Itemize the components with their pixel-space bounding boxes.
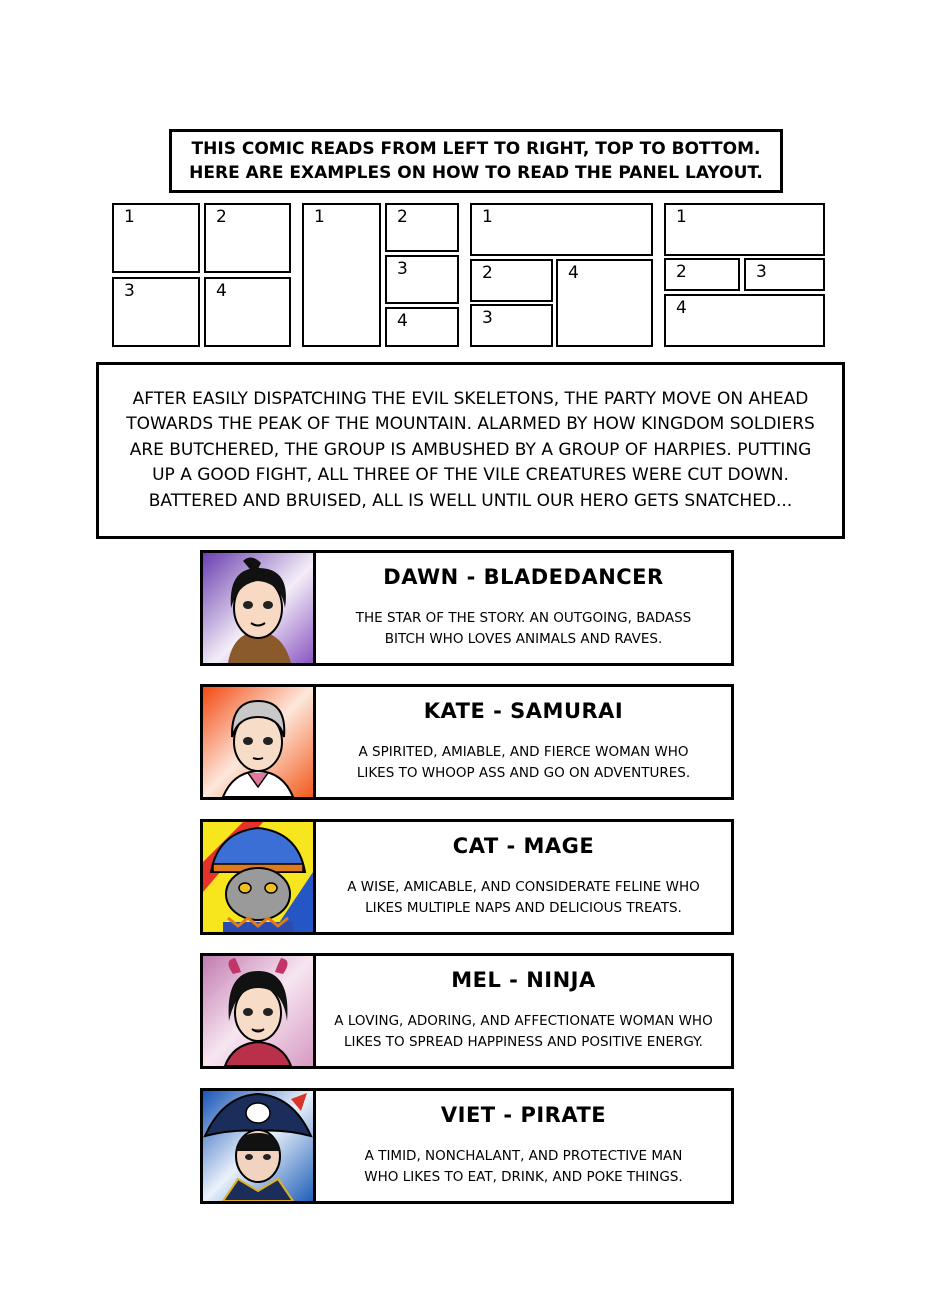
mel-portrait <box>203 956 316 1066</box>
example-panel <box>204 203 291 273</box>
character-description <box>316 1011 731 1053</box>
cat-portrait <box>203 822 316 932</box>
description-line: BITCH WHO LOVES ANIMALS AND RAVES. <box>384 631 663 647</box>
panel-number: 3 <box>124 281 135 301</box>
character-name: CAT - MAGE <box>452 834 595 858</box>
character-name: MEL - NINJA <box>451 968 596 992</box>
example-panel <box>556 259 653 347</box>
character-name: DAWN - BLADEDANCER <box>383 565 664 589</box>
story-summary <box>96 362 845 539</box>
panel-number: 2 <box>216 207 227 227</box>
example-panel <box>302 203 381 347</box>
panel-number: 2 <box>676 262 687 282</box>
summary-line: ARE BUTCHERED, THE GROUP IS AMBUSHED BY A GROUP OF HARPIES. PUTTING <box>129 439 812 460</box>
character-name: KATE - SAMURAI <box>423 699 624 723</box>
panel-number: 1 <box>314 207 325 227</box>
panel-number: 1 <box>124 207 135 227</box>
description-line: A TIMID, NONCHALANT, AND PROTECTIVE MAN <box>364 1148 683 1164</box>
panel-number: 1 <box>482 207 493 227</box>
character-card-mel <box>200 953 734 1069</box>
description-line: LIKES TO SPREAD HAPPINESS AND POSITIVE ENERGY. <box>344 1034 703 1050</box>
description-line: LIKES MULTIPLE NAPS AND DELICIOUS TREATS. <box>365 900 682 916</box>
example-panel <box>204 277 291 347</box>
panel-number: 3 <box>756 262 767 282</box>
description-line: LIKES TO WHOOP ASS AND GO ON ADVENTURES. <box>356 765 691 781</box>
description-line: A SPIRITED, AMIABLE, AND FIERCE WOMAN WHO <box>358 744 689 760</box>
example-panel <box>664 294 825 347</box>
summary-line: TOWARDS THE PEAK OF THE MOUNTAIN. ALARMED BY HOW KINGDOM SOLDIERS <box>126 414 815 435</box>
example-panel <box>470 304 553 347</box>
panel-number: 3 <box>482 308 493 328</box>
character-name: VIET - PIRATE <box>440 1103 607 1127</box>
panel-number: 4 <box>676 298 687 318</box>
character-description <box>316 608 731 650</box>
description-line: A WISE, AMICABLE, AND CONSIDERATE FELINE WHO <box>347 879 700 895</box>
dawn-portrait <box>203 553 316 663</box>
example-panel <box>112 203 200 273</box>
character-description <box>316 1146 731 1188</box>
example-panel <box>744 258 825 291</box>
character-card-kate <box>200 684 734 800</box>
reading-instructions-line-2: HERE ARE EXAMPLES ON HOW TO READ THE PANEL LAYOUT. <box>189 163 763 183</box>
description-line: A LOVING, ADORING, AND AFFECTIONATE WOMAN WHO <box>334 1013 713 1029</box>
character-description <box>316 877 731 919</box>
character-card-dawn <box>200 550 734 666</box>
character-description <box>316 742 731 784</box>
example-panel <box>470 259 553 302</box>
example-panel <box>664 203 825 256</box>
panel-number: 1 <box>676 207 687 227</box>
character-card-viet <box>200 1088 734 1204</box>
example-panel <box>664 258 740 291</box>
summary-line: AFTER EASILY DISPATCHING THE EVIL SKELETONS, THE PARTY MOVE ON AHEAD <box>132 388 809 409</box>
panel-number: 4 <box>397 311 408 331</box>
character-card-cat <box>200 819 734 935</box>
viet-portrait <box>203 1091 316 1201</box>
reading-instructions <box>169 129 783 193</box>
example-panel <box>470 203 653 256</box>
description-line: THE STAR OF THE STORY. AN OUTGOING, BADASS <box>355 610 692 626</box>
panel-number: 4 <box>216 281 227 301</box>
summary-line: BATTERED AND BRUISED, ALL IS WELL UNTIL OUR HERO GETS SNATCHED... <box>148 490 793 511</box>
panel-number: 4 <box>568 263 579 283</box>
example-panel <box>112 277 200 347</box>
example-panel <box>385 255 459 304</box>
example-panel <box>385 203 459 252</box>
kate-portrait <box>203 687 316 797</box>
panel-number: 2 <box>397 207 408 227</box>
example-panel <box>385 307 459 347</box>
reading-instructions-line-1: THIS COMIC READS FROM LEFT TO RIGHT, TOP TO BOTTOM. <box>191 139 761 159</box>
description-line: WHO LIKES TO EAT, DRINK, AND POKE THINGS. <box>364 1169 683 1185</box>
summary-line: UP A GOOD FIGHT, ALL THREE OF THE VILE CREATURES WERE CUT DOWN. <box>152 465 789 486</box>
panel-number: 3 <box>397 259 408 279</box>
panel-number: 2 <box>482 263 493 283</box>
